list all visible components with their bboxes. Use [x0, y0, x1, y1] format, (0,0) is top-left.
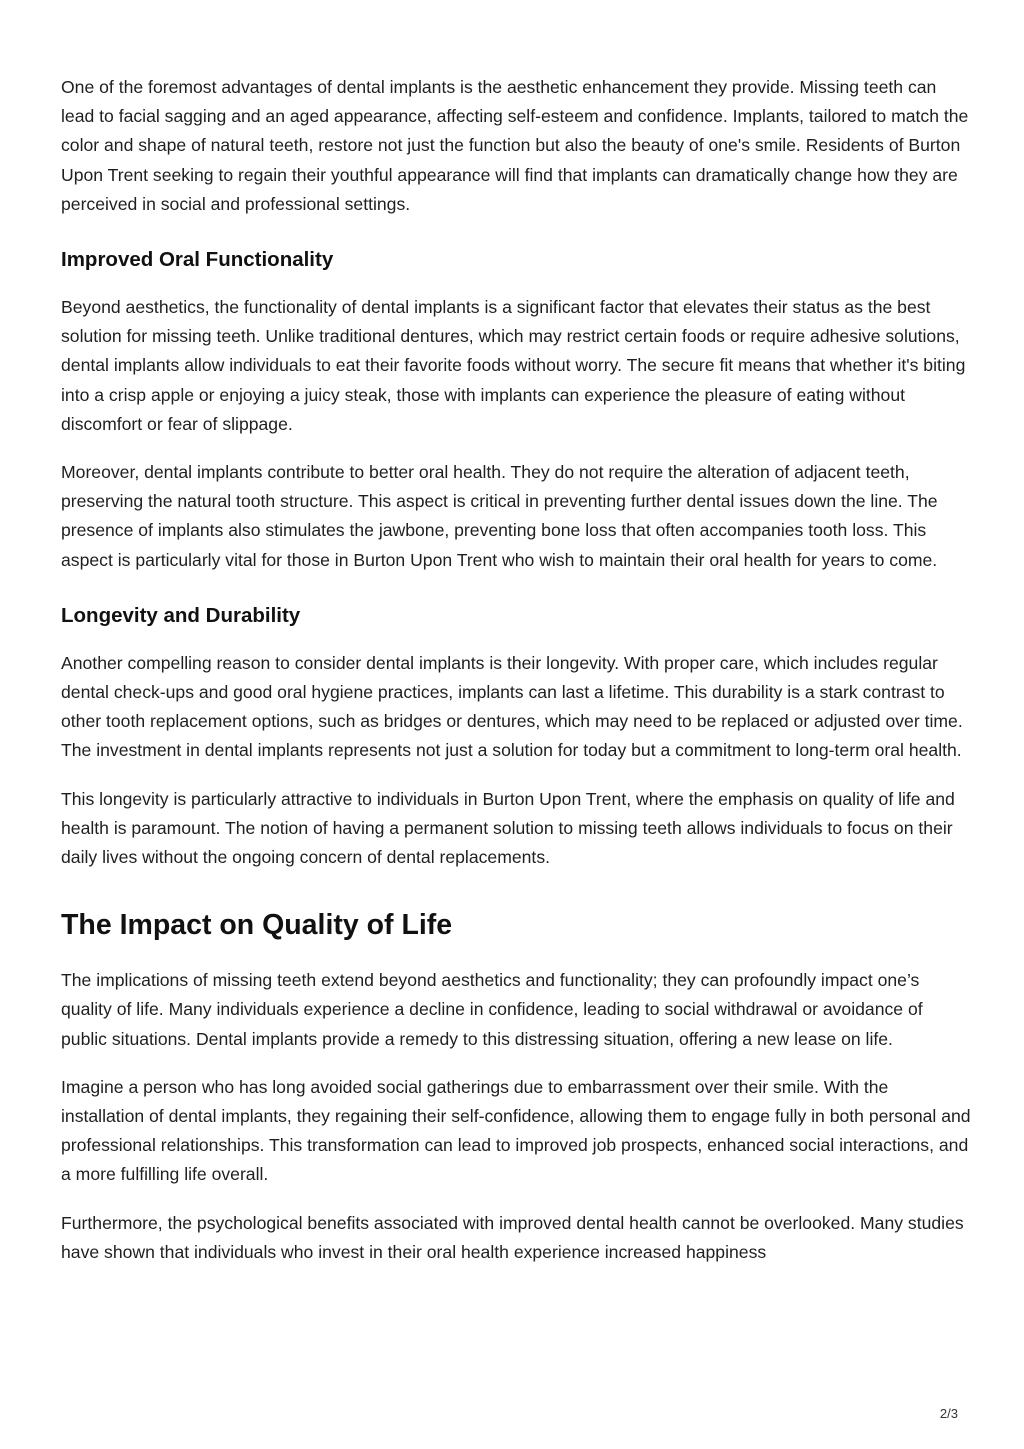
paragraph-implications: The implications of missing teeth extend beyond aesthetics and functionality; they can profoundly impact one’s quality of life. Many individuals experience a decline in confidence, leading to social withdrawal or avoidance of public situations. Dental implants provide a remedy to this distressing situation, offering a new lease on life.	[61, 970, 923, 1049]
heading-improved-oral-functionality: Improved Oral Functionality	[61, 248, 334, 272]
paragraph-imagine-person: Imagine a person who has long avoided social gatherings due to embarrassment over their smile. With the installation of dental implants, they regaining their self-confidence, allowing them to engage fully in both personal and professional relationships. This transformation can lead to improved job prospects, enhanced social interactions, and a more fulfilling life overall.	[61, 1076, 971, 1185]
paragraph-functionality: Beyond aesthetics, the functionality of dental implants is a significant factor that elevates their status as the best solution for missing teeth. Unlike traditional dentures, which may restrict certain foods or require adhesive solutions, dental implants allow individuals to eat their favorite foods without worry. The secure fit means that whether it's biting into a crisp apple or enjoying a juicy steak, those with implants can experience the pleasure of eating without discomfort or fear of slippage.	[61, 297, 966, 434]
paragraph-oral-health: Moreover, dental implants contribute to better oral health. They do not require the alteration of adjacent teeth, preserving the natural tooth structure. This aspect is critical in preventing further dental issues down the line. The presence of implants also stimulates the jawbone, preventing bone loss that often accompanies tooth loss. This aspect is particularly vital for those in Burton Upon Trent who wish to maintain their oral health for years to come.	[61, 462, 938, 570]
heading-longevity-durability: Longevity and Durability	[61, 603, 301, 627]
page-number: 2/3	[939, 1406, 958, 1421]
heading-impact-quality-of-life: The Impact on Quality of Life	[61, 909, 453, 942]
paragraph-longevity-burton: This longevity is particularly attractive to individuals in Burton Upon Trent, where the emphasis on quality of life and health is paramount. The notion of having a permanent solution to missing teeth allows individuals to focus on their daily lives without the ongoing concern of dental replacements.	[61, 788, 955, 868]
document-page	[61, 73, 971, 1286]
paragraph-aesthetic-enhancement: One of the foremost advantages of dental implants is the aesthetic enhancement they provide. Missing teeth can lead to facial sagging and an aged appearance, affecting self-esteem and confidence. Implants, tailored to match the color and shape of natural teeth, restore not just the function but also the beauty of one's smile. Residents of Burton Upon Trent seeking to regain their youthful appearance will find that implants can dramatically change how they are perceived in social and professional settings.	[61, 77, 969, 214]
paragraph-psychological-benefits: Furthermore, the psychological benefits associated with improved dental health cannot be overlooked. Many studies have shown that individuals who invest in their oral health experience increased happiness	[61, 1212, 964, 1262]
paragraph-longevity: Another compelling reason to consider dental implants is their longevity. With proper care, which includes regular dental check-ups and good oral hygiene practices, implants can last a lifetime. This durability is a stark contrast to other tooth replacement options, such as bridges or dentures, which may need to be replaced or adjusted over time. The investment in dental implants represents not just a solution for today but a commitment to long-term oral health.	[61, 652, 963, 761]
